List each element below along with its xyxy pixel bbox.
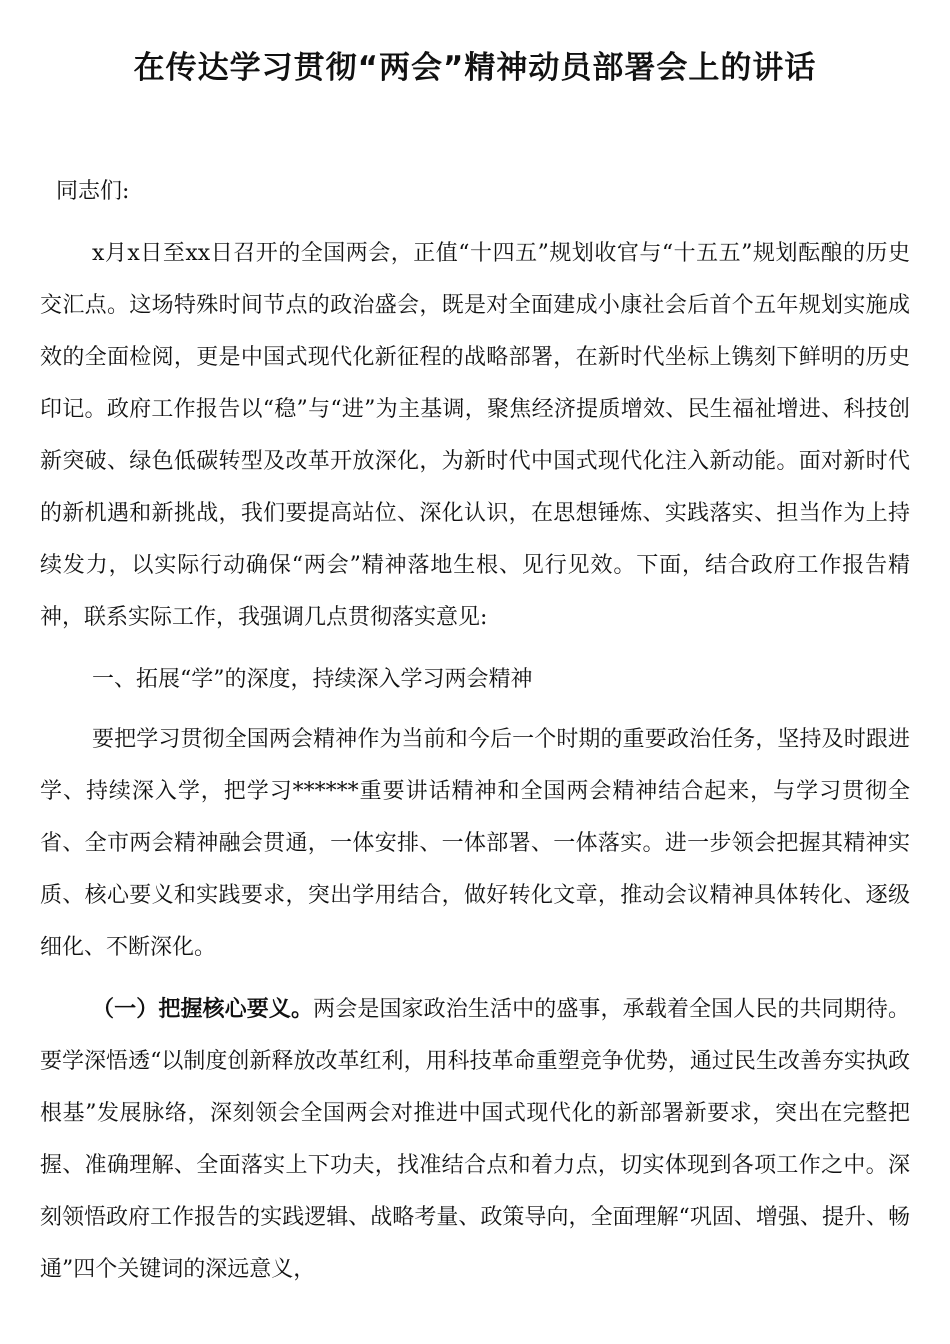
section-1-paragraph: 要把学习贯彻全国两会精神作为当前和今后一个时期的重要政治任务，坚持及时跟进学、持续深入学，把学习******重要讲话精神和全国两会精神结合起来，与学习贯彻全省、全市两会精神融会贯通，一体安排、一体部署、一体落实。进一步领会把握其精神实质、核心要义和实践要求，突出学用结合，做好转化文章，推动会议精神具体转化、逐级细化、不断深化。 <box>40 727 910 960</box>
subsection-1-text: 两会是国家政治生活中的盛事，承载着全国人民的共同期待。要学深悟透“以制度创新释放改革红利，用科技革命重塑竞争优势，通过民生改善夯实执政根基”发展脉络，深刻领会全国两会对推进中国式现代化的新部署新要求，突出在完整把握、准确理解、全面落实上下功夫，找准结合点和着力点，切实体现到各项工作之中。深刻领悟政府工作报告的实践逻辑、战略考量、政策导向，全面理解“巩固、增强、提升、畅通”四个关键词的深远意义， <box>40 997 911 1282</box>
section-heading-1: 一、拓展“学”的深度，持续深入学习两会精神 <box>92 667 533 692</box>
intro-paragraph: x月x日至xx日召开的全国两会，正值“十四五”规划收官与“十五五”规划酝酿的历史交汇点。这场特殊时间节点的政治盛会，既是对全面建成小康社会后首个五年规划实施成效的全面检阅，更是中国式现代化新征程的战略部署，在新时代坐标上镌刻下鲜明的历史印记。政府工作报告以“稳”与“进”为主基调，聚焦经济提质增效、民生福祉增进、科技创新突破、绿色低碳转型及改革开放深化，为新时代中国式现代化注入新动能。面对新时代的新机遇和新挑战，我们要提高站位、深化认识，在思想锤炼、实践落实、担当作为上持续发力，以实际行动确保“两会”精神落地生根、见行见效。下面，结合政府工作报告精神，联系实际工作，我强调几点贯彻落实意见: <box>40 241 910 630</box>
subsection-1-paragraph <box>40 984 910 1296</box>
salutation: 同志们: <box>56 179 130 204</box>
document-body <box>40 228 910 1306</box>
subsection-1-lead: （一）把握核心要义。 <box>92 997 314 1022</box>
document-title: 在传达学习贯彻“两会”精神动员部署会上的讲话 <box>133 50 817 86</box>
